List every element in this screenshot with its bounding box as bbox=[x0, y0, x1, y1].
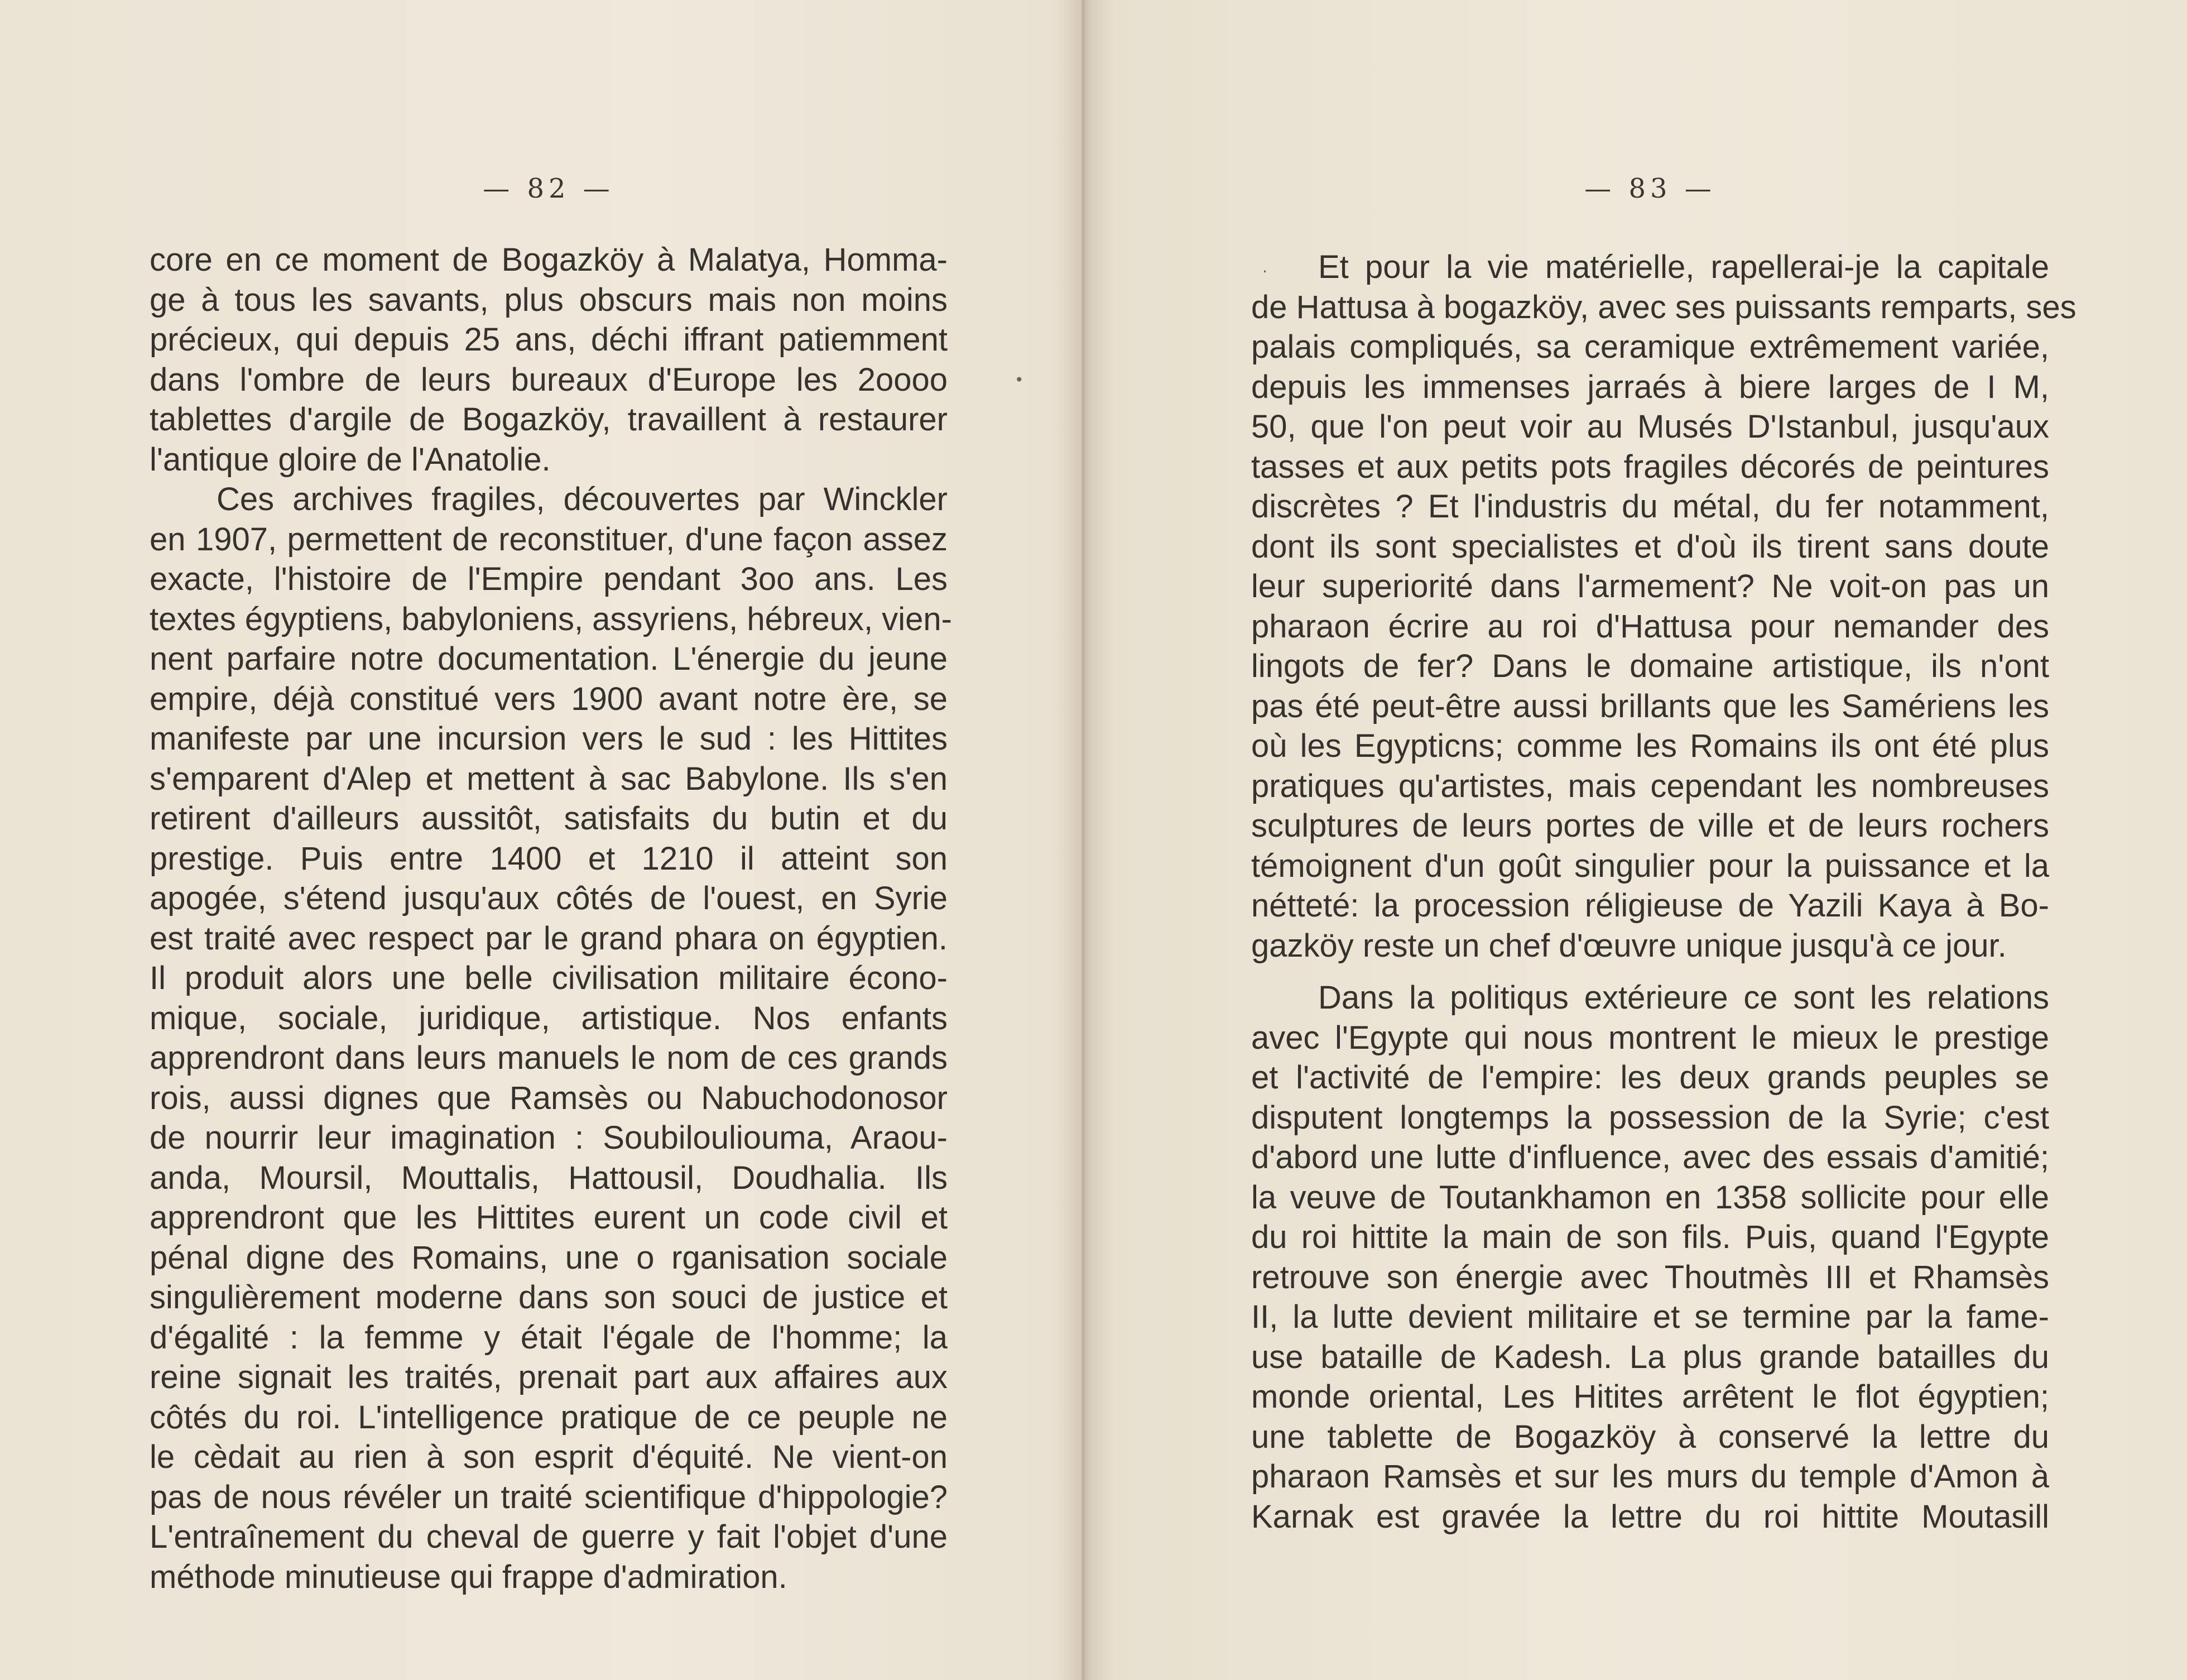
right-page bbox=[1251, 0, 2077, 1680]
text-line: témoignent d'un goût singulier pour la puissance et la bbox=[1251, 847, 2049, 884]
text-line: nétteté: la procession réligieuse de Yazili Kaya à Bo- bbox=[1251, 887, 2049, 924]
text-line: avec l'Egypte qui nous montrent le mieux le prestige bbox=[1251, 1019, 2049, 1056]
text-line: de Hattusa à bogazköy, avec ses puissants remparts, ses bbox=[1251, 289, 2077, 325]
text-line: tablettes d'argile de Bogazköy, travaillent à restaurer bbox=[150, 401, 948, 438]
text-line: nent parfaire notre documentation. L'énergie du jeune bbox=[150, 641, 948, 677]
text-line: s'emparent d'Alep et mettent à sac Babylone. Ils s'en bbox=[150, 760, 948, 797]
text-line: pénal digne des Romains, une o rganisation sociale bbox=[150, 1239, 948, 1276]
text-line: leur superiorité dans l'armement? Ne voit-on pas un bbox=[1251, 568, 2049, 604]
book-gutter bbox=[1082, 0, 1085, 1680]
text-line: disputent longtemps la possession de la Syrie; c'est bbox=[1251, 1099, 2049, 1136]
text-line: Et pour la vie matérielle, rapellerai-je la capitale bbox=[1318, 249, 2049, 285]
text-line: lingots de fer? Dans le domaine artistique, ils n'ont bbox=[1251, 648, 2049, 684]
text-line: en 1907, permettent de reconstituer, d'une façon assez bbox=[150, 521, 948, 558]
text-line: méthode minutieuse qui frappe d'admiration. bbox=[150, 1558, 787, 1595]
page-text bbox=[1251, 247, 2077, 1537]
text-line: dont ils sont specialistes et d'où ils tirent sans doute bbox=[1251, 528, 2049, 565]
text-line: core en ce moment de Bogazköy à Malatya, Homma- bbox=[150, 242, 948, 278]
text-line: Karnak est gravée la lettre du roi hittite Moutasill bbox=[1251, 1498, 2049, 1535]
text-line: use bataille de Kadesh. La plus grande batailles du bbox=[1251, 1338, 2049, 1375]
text-line: la veuve de Toutankhamon en 1358 sollicite pour elle bbox=[1251, 1179, 2049, 1216]
text-line: II, la lutte devient militaire et se termine par la fame- bbox=[1251, 1299, 2049, 1335]
text-line: où les Egypticns; comme les Romains ils ont été plus bbox=[1251, 728, 2049, 764]
margin-speck: · bbox=[1262, 262, 1267, 281]
text-line: côtés du roi. L'intelligence pratique de ce peuple ne bbox=[150, 1399, 948, 1436]
text-line: rois, aussi dignes que Ramsès ou Nabuchodonosor bbox=[150, 1079, 948, 1116]
gutter-shadow bbox=[1060, 0, 1111, 1680]
text-line: Dans la politiqus extérieure ce sont les relations bbox=[1318, 980, 2049, 1016]
text-line: monde oriental, Les Hitites arrêtent le flot égyptien; bbox=[1251, 1379, 2049, 1415]
text-line: apprendront dans leurs manuels le nom de ces grands bbox=[150, 1040, 948, 1076]
text-line: d'abord une lutte d'influence, avec des essais d'amitié; bbox=[1251, 1139, 2049, 1175]
text-line: empire, déjà constitué vers 1900 avant notre ère, se bbox=[150, 680, 948, 717]
text-line: Il produit alors une belle civilisation militaire écono- bbox=[150, 960, 948, 996]
text-line: apprendront que les Hittites eurent un code civil et bbox=[150, 1199, 948, 1236]
text-line: d'égalité : la femme y était l'égale de l'homme; la bbox=[150, 1319, 948, 1356]
text-line: pharaon écrire au roi d'Hattusa pour nemander des bbox=[1251, 608, 2049, 645]
text-line: manifeste par une incursion vers le sud : les Hittites bbox=[150, 721, 948, 757]
text-line: du roi hittite la main de son fils. Puis, quand l'Egypte bbox=[1251, 1219, 2049, 1255]
text-line: Ces archives fragiles, découvertes par Winckler bbox=[217, 481, 948, 517]
text-line: sculptures de leurs portes de ville et de leurs rochers bbox=[1251, 808, 2049, 844]
text-line: discrètes ? Et l'industris du métal, du fer notamment, bbox=[1251, 488, 2049, 525]
text-line: est traité avec respect par le grand phara on égyptien. bbox=[150, 920, 948, 957]
text-line: pharaon Ramsès et sur les murs du temple d'Amon à bbox=[1251, 1458, 2049, 1495]
text-line: de nourrir leur imagination : Soubiloulіouma, Araou- bbox=[150, 1120, 948, 1156]
text-line: palais compliqués, sa ceramique extrêmement variée, bbox=[1251, 329, 2049, 365]
text-line: apogée, s'étend jusqu'aux côtés de l'ouest, en Syrie bbox=[150, 880, 948, 916]
page-number: — 83 — bbox=[1584, 173, 1716, 204]
text-line: anda, Moursil, Mouttalis, Hattousil, Doudhalia. Ils bbox=[150, 1159, 948, 1196]
text-line: pas été peut-être aussi brillants que les Samériens les bbox=[1251, 688, 2049, 724]
text-line: et l'activité de l'empire: les deux grands peuples se bbox=[1251, 1059, 2049, 1096]
text-line: exacte, l'histoire de l'Empire pendant 3oo ans. Les bbox=[150, 561, 948, 597]
text-line: mique, sociale, juridique, artistique. Nos enfants bbox=[150, 1000, 948, 1036]
margin-speck: • bbox=[1015, 371, 1024, 389]
text-line: dans l'ombre de leurs bureaux d'Europe les 2oooo bbox=[150, 361, 948, 398]
text-line: ge à tous les savants, plus obscurs mais non moins bbox=[150, 281, 948, 318]
text-line: une tablette de Bogazköy à conservé la lettre du bbox=[1251, 1418, 2049, 1455]
text-line: singulièrement moderne dans son souci de justice et bbox=[150, 1279, 948, 1316]
text-line: l'antique gloire de l'Anatolie. bbox=[150, 441, 551, 478]
text-line: précieux, qui depuis 25 ans, déchi iffrant patiemment bbox=[150, 321, 948, 358]
text-line: textes égyptiens, babyloniens, assyriens, hébreux, vien- bbox=[150, 601, 952, 637]
text-line: le cèdait au rien à son esprit d'équité. Ne vient-on bbox=[150, 1439, 948, 1475]
text-line: retrouve son énergie avec Thoutmès III et Rhamsès bbox=[1251, 1259, 2049, 1295]
left-page bbox=[150, 0, 952, 1680]
text-line: pratiques qu'artistes, mais cependant les nombreuses bbox=[1251, 767, 2049, 804]
text-line: gazköy reste un chef d'œuvre unique jusqu'à ce jour. bbox=[1251, 927, 2007, 964]
text-line: 50, que l'on peut voir au Musés D'Istanbul, jusqu'aux bbox=[1251, 409, 2049, 445]
text-line: L'entraînement du cheval de guerre y fait l'objet d'une bbox=[150, 1519, 948, 1555]
text-line: pas de nous révéler un traité scientifique d'hippologie? bbox=[150, 1479, 948, 1515]
text-line: retirent d'ailleurs aussitôt, satisfaits du butin et du bbox=[150, 800, 948, 837]
text-line: reine signait les traités, prenait part aux affaires aux bbox=[150, 1359, 948, 1395]
page-number: — 82 — bbox=[483, 173, 614, 204]
text-line: depuis les immenses jarraés à biere larges de I M, bbox=[1251, 368, 2049, 405]
page-text bbox=[150, 240, 952, 1597]
text-line: tasses et aux petits pots fragiles décorés de peintures bbox=[1251, 448, 2049, 485]
text-line: prestige. Puis entre 1400 et 1210 il atteint son bbox=[150, 840, 948, 877]
